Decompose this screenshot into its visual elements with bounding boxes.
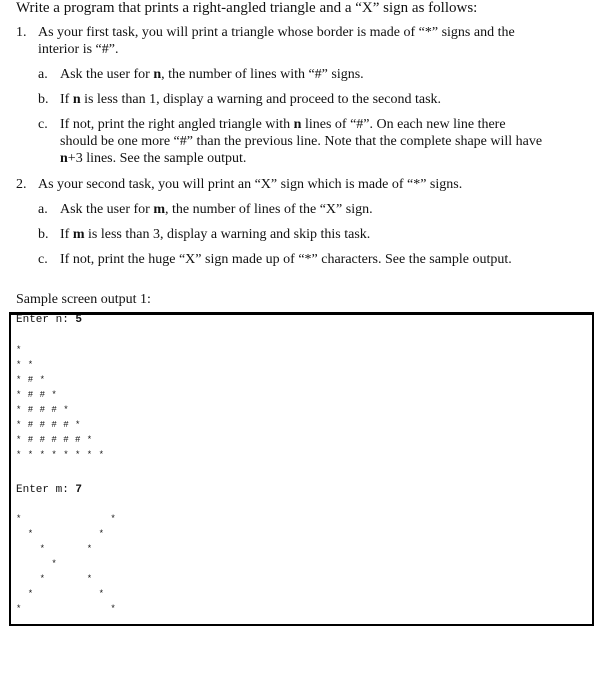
triangle-output-line: * # # # # # * — [16, 435, 93, 445]
task-1a-post: , the number of lines with “#” signs. — [161, 67, 364, 82]
task-1-number: 1. — [16, 25, 27, 40]
task-1b-text — [60, 91, 441, 108]
x-sign-output-line: * * — [16, 544, 93, 554]
task-1-line-2: interior is “#”. — [38, 42, 119, 57]
task-1 — [16, 24, 596, 184]
task-1c-line-1 — [60, 116, 506, 133]
x-sign-output-line: * * — [16, 514, 117, 524]
x-sign-output-line: * * — [16, 604, 117, 614]
sample-output-label: Sample screen output 1: — [16, 292, 151, 307]
task-2a-text — [60, 201, 373, 218]
assignment-title: Write a program that prints a right-angled triangle and a “X” sign as follows: — [16, 0, 478, 16]
prompt-m — [16, 484, 82, 496]
task-1a-label: a. — [38, 67, 48, 82]
task-1c-line-3 — [60, 150, 246, 167]
prompt-m-value: 7 — [75, 484, 83, 496]
task-2b-label: b. — [38, 227, 49, 242]
task-1b-pre: If — [60, 92, 73, 107]
triangle-output-line: * * — [16, 360, 34, 370]
task-1c-label: c. — [38, 117, 48, 132]
task-2b-pre: If — [60, 227, 73, 242]
triangle-output-line: * # # * — [16, 390, 58, 400]
task-2c-text: If not, print the huge “X” sign made up of “*” characters. See the sample output. — [60, 252, 512, 267]
x-sign-output-line: * * — [16, 574, 93, 584]
task-2 — [16, 176, 596, 276]
task-2-line-1: As your second task, you will print an “X” sign which is made of “*” signs. — [38, 177, 463, 192]
triangle-output-line: * # * — [16, 375, 46, 385]
task-1c-line3-var: n — [60, 151, 68, 166]
console-output-box — [9, 312, 594, 626]
task-1c-pre: If not, print the right angled triangle with — [60, 117, 294, 132]
x-sign-output-line: * * — [16, 529, 105, 539]
x-sign-output-line: * * — [16, 589, 105, 599]
task-1c-var: n — [293, 117, 302, 132]
task-1a-text — [60, 66, 364, 83]
x-sign-output-line: * — [16, 559, 58, 569]
triangle-output-line: * # # # * — [16, 405, 70, 415]
prompt-n-label: Enter n: — [16, 314, 76, 326]
task-1a-var: n — [153, 67, 162, 82]
task-2a-post: , the number of lines of the “X” sign. — [164, 202, 373, 217]
triangle-output-line: * * * * * * * * — [16, 450, 105, 460]
task-1b-var: n — [72, 92, 81, 107]
task-1c-line-2: should be one more “#” than the previous line. Note that the complete shape will have — [60, 134, 543, 149]
task-2a-var: m — [153, 202, 165, 217]
task-2a-pre: Ask the user for — [60, 202, 154, 217]
task-1a-pre: Ask the user for — [60, 67, 154, 82]
task-2b-text — [60, 226, 370, 243]
task-2b-var: m — [72, 227, 85, 242]
triangle-output-line: * # # # # * — [16, 420, 81, 430]
task-2b-post: is less than 3, display a warning and skip this task. — [84, 227, 371, 242]
prompt-n-value: 5 — [75, 314, 83, 326]
task-2-number: 2. — [16, 177, 27, 192]
task-2c-label: c. — [38, 252, 48, 267]
task-1b-label: b. — [38, 92, 49, 107]
task-1b-post: is less than 1, display a warning and proceed to the second task. — [80, 92, 442, 107]
task-2a-label: a. — [38, 202, 48, 217]
task-1c-post: lines of “#”. On each new line there — [301, 117, 506, 132]
triangle-output-line: * — [16, 345, 22, 355]
task-1c-line3-post: +3 lines. See the sample output. — [67, 151, 247, 166]
prompt-m-label: Enter m: — [16, 484, 76, 496]
task-1-line-1: As your first task, you will print a triangle whose border is made of “*” signs and the — [38, 25, 515, 40]
